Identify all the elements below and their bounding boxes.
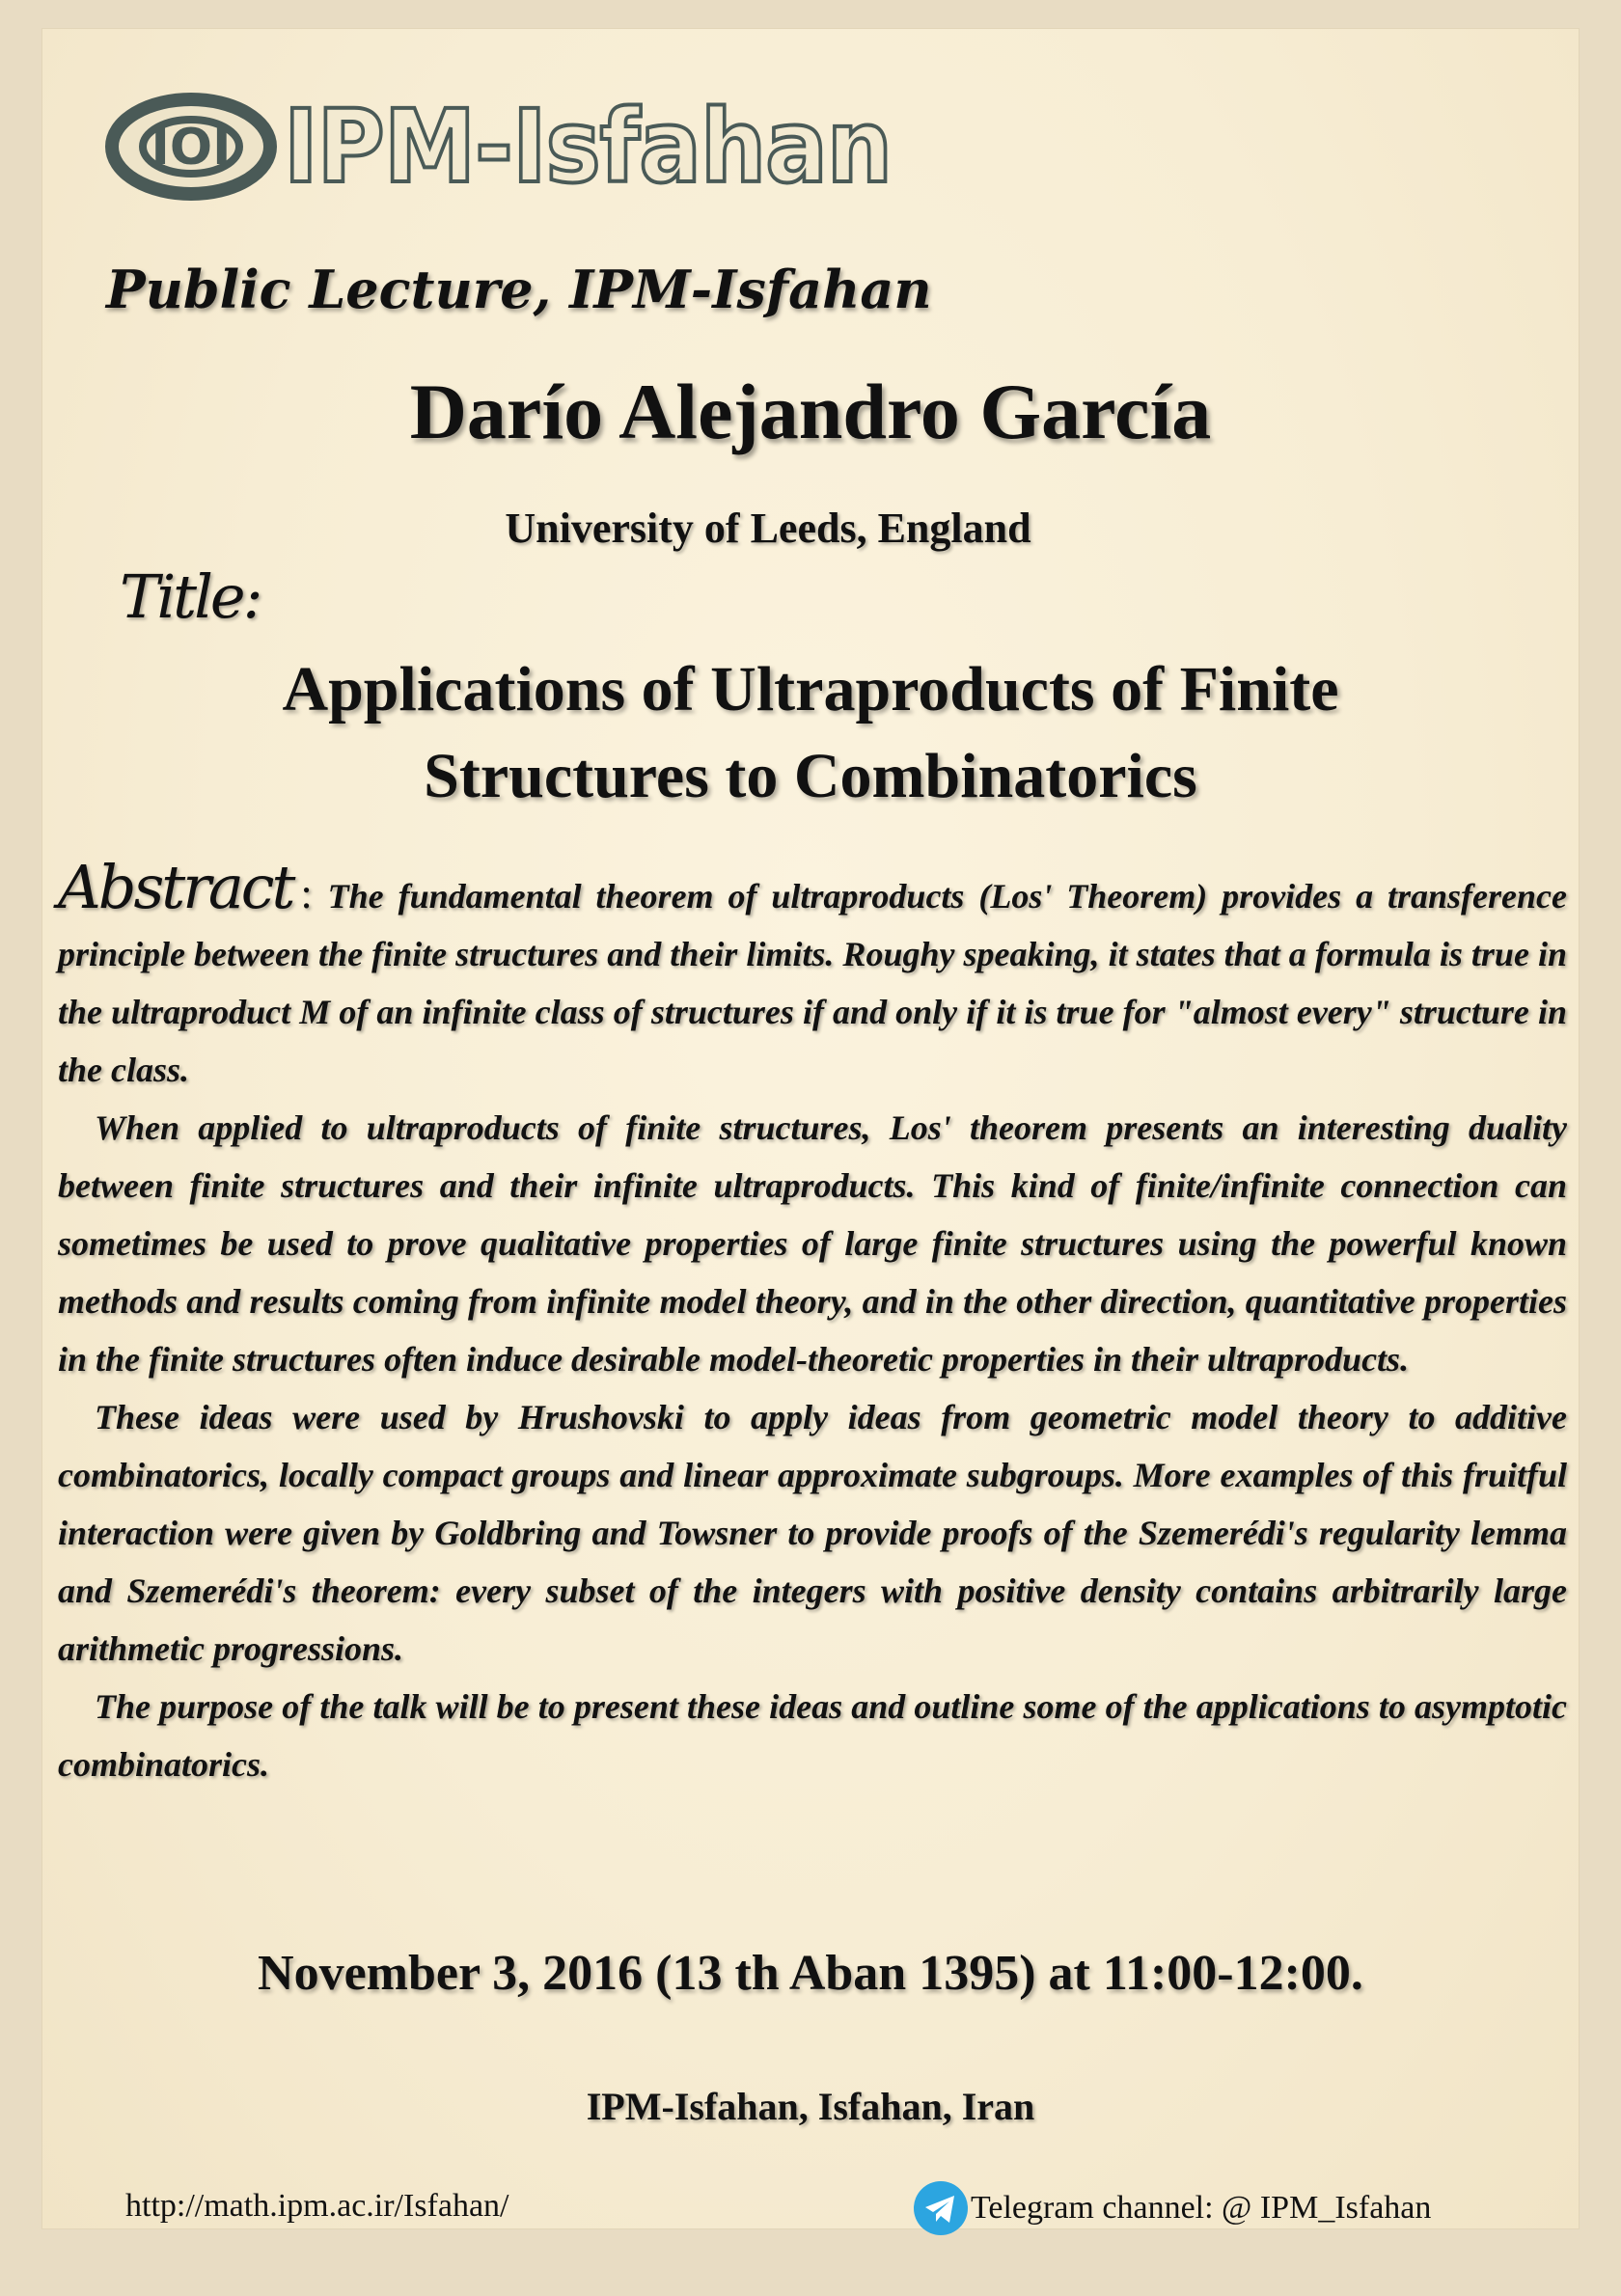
speaker-affiliation: University of Leeds, England: [505, 505, 1031, 552]
abstract-colon: :: [300, 870, 313, 917]
event-location: IPM-Isfahan, Isfahan, Iran: [586, 2085, 1035, 2128]
logo-text: IPM-Isfahan: [284, 87, 893, 205]
abstract-paragraph: These ideas were used by Hrushovski to apply ideas from geometric model theory to additive combinatorics, locally compact groups and linear approximate subgroups. More examples of this fruitful interaction were given by Goldbring and Towsner to provide proofs of the Szemerédi's regularity lemma and Szemerédi's theorem: every subset of the integers with positive density contains arbitrarily large arithmetic progressions.: [58, 1398, 1567, 1668]
ipm-logo-mark-icon: [104, 93, 278, 201]
telegram-text: Telegram channel: @ IPM_Isfahan: [971, 2190, 1432, 2226]
event-date: November 3, 2016 (13 th Aban 1395) at 11:00-12:00.: [258, 1946, 1363, 2001]
logo-mark-text: IOI: [151, 118, 232, 177]
abstract-label: Abstract: [58, 852, 293, 922]
talk-title-line: Structures to Combinatorics: [424, 741, 1197, 811]
abstract-paragraph: The purpose of the talk will be to present these ideas and outline some of the applications to asymptotic combinatorics.: [58, 1687, 1567, 1784]
abstract-paragraph: When applied to ultraproducts of finite structures, Los' theorem presents an interesting duality between finite structures and their infinite ultraproducts. This kind of finite/infinite connection can sometimes be used to prove qualitative properties of large finite structures using the powerful known methods and results coming from infinite model theory, and in the other direction, quantitative properties in the finite structures often induce desirable model-theoretic properties in their ultraproducts.: [58, 1108, 1567, 1379]
abstract-paragraph: [58, 852, 1567, 1099]
abstract-text: The fundamental theorem of ultraproducts (Los' Theorem) provides a transference principle between the finite structures and their limits. Roughy speaking, it states that a formula is true in the ultraproduct M of an infinite class of structures if and only if it is true for "almost every" structure in the class.: [58, 877, 1567, 1089]
ipm-logo: [104, 87, 945, 205]
talk-title: [96, 646, 1525, 820]
telegram-icon: [913, 2180, 969, 2236]
website-link[interactable]: http://math.ipm.ac.ir/Isfahan/: [125, 2188, 509, 2224]
abstract: [58, 852, 1567, 1793]
talk-title-line: Applications of Ultraproducts of Finite: [282, 654, 1339, 724]
telegram-channel[interactable]: [913, 2180, 1431, 2236]
title-label: Title:: [120, 561, 261, 632]
speaker-name: Darío Alejandro García: [409, 368, 1212, 455]
lecture-heading: Public Lecture, IPM-Isfahan: [106, 259, 932, 320]
